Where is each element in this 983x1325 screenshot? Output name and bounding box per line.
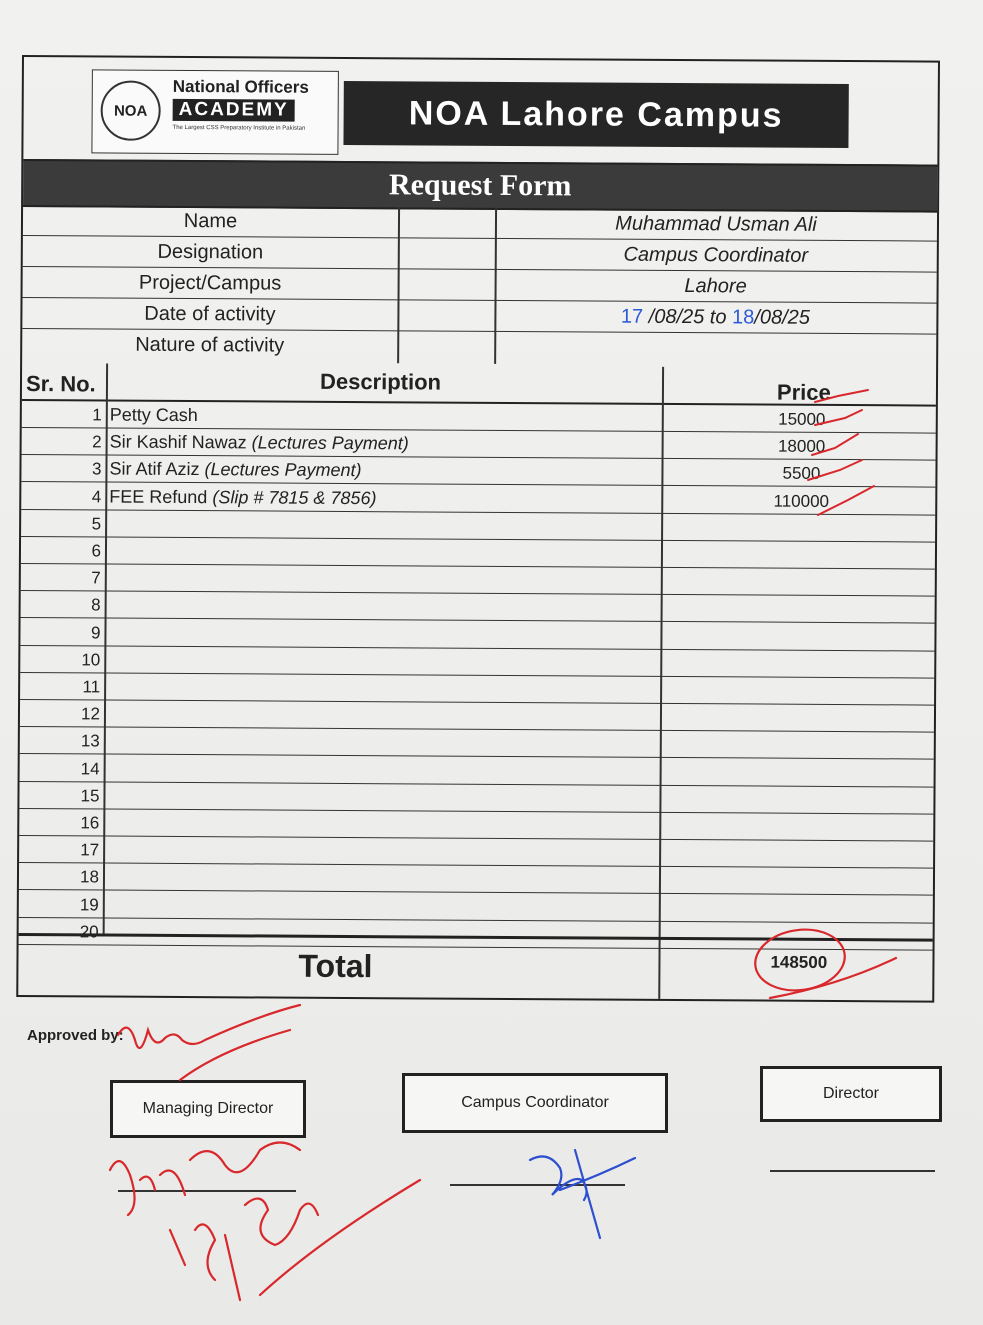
date-from-rest: /08/25 to	[648, 305, 727, 329]
row-sr: 17	[80, 840, 100, 860]
date-to-rest: /08/25	[754, 306, 811, 329]
total-circle	[751, 924, 896, 998]
org-tagline: The Largest CSS Preparatory Institute in Pakistan	[172, 124, 306, 132]
row-sr: 10	[81, 650, 101, 670]
row-price: 5500	[782, 464, 821, 484]
row-sr: 18	[79, 867, 100, 887]
row-description-note: (Slip # 7815 & 7856)	[212, 486, 377, 508]
org-name: National Officers	[172, 76, 309, 97]
date-stroke	[260, 1180, 420, 1295]
row-sr: 8	[91, 595, 101, 615]
price-tick-marks	[808, 390, 874, 515]
md-red-signature	[110, 1005, 420, 1300]
approved-by-label: Approved by:	[27, 1027, 124, 1044]
date-to-day: 18	[732, 306, 755, 329]
campus-title: NOA Lahore Campus	[343, 81, 848, 148]
handwritten-date	[170, 1199, 318, 1300]
tick-mark	[812, 434, 858, 455]
org-academy: ACADEMY	[173, 99, 295, 122]
row-description-main: FEE Refund	[109, 486, 208, 507]
md-signature	[110, 1143, 300, 1216]
value-project: Lahore	[684, 275, 747, 298]
managing-director-label: Managing Director	[142, 1100, 274, 1117]
row-price: 110000	[773, 491, 830, 511]
director-label: Director	[822, 1085, 879, 1102]
row-sr: 4	[91, 487, 102, 507]
row-description-note: (Lectures Payment)	[251, 432, 409, 454]
tick-mark	[815, 410, 862, 425]
row-sr: 19	[79, 894, 99, 915]
row-sr: 20	[79, 922, 99, 942]
tick-mark	[815, 390, 868, 402]
row-sr: 6	[91, 541, 102, 561]
row-sr: 9	[90, 623, 101, 643]
row-sr: 13	[80, 731, 100, 751]
tick-mark	[808, 460, 862, 480]
row-sr: 5	[91, 514, 102, 534]
total-label: Total	[298, 947, 373, 985]
row-description-note: (Lectures Payment)	[204, 459, 362, 481]
row-sr: 11	[82, 677, 101, 697]
row-description-main: Petty Cash	[109, 404, 198, 426]
label-name: Name	[183, 209, 238, 233]
cc-blue-signature	[530, 1150, 635, 1238]
total-circle-ellipse	[751, 924, 848, 996]
label-nature: Nature of activity	[135, 333, 285, 357]
total-value: 148500	[770, 952, 828, 972]
col-sr: Sr. No.	[25, 371, 96, 397]
col-description: Description	[319, 368, 442, 395]
coordinator-signature	[530, 1150, 635, 1238]
row-description-main: Sir Atif Aziz	[109, 458, 200, 480]
row-sr: 1	[92, 405, 102, 425]
row-sr: 16	[80, 813, 100, 833]
row-sr: 2	[92, 432, 102, 452]
form-title: Request Form	[23, 159, 937, 213]
label-project: Project/Campus	[138, 271, 282, 295]
date-from-day: 17	[620, 305, 644, 328]
col-price: Price	[776, 379, 831, 405]
seal-text: NOA	[113, 102, 148, 120]
row-sr: 12	[80, 704, 101, 724]
row-sr: 3	[91, 459, 102, 479]
row-price: 18000	[777, 436, 826, 457]
row-price: 15000	[778, 409, 826, 429]
campus-coordinator-label: Campus Coordinator	[461, 1094, 609, 1111]
row-sr: 7	[91, 568, 101, 588]
label-date: Date of activity	[144, 302, 276, 326]
row-description-main: Sir Kashif Nawaz	[109, 431, 247, 453]
approval-stroke	[180, 1030, 290, 1080]
row-sr: 15	[80, 786, 100, 806]
tick-mark	[818, 486, 874, 515]
row-sr: 14	[80, 758, 100, 779]
approval-signature	[118, 1005, 300, 1048]
label-designation: Designation	[157, 240, 264, 264]
value-name: Muhammad Usman Ali	[615, 212, 817, 236]
value-designation: Campus Coordinator	[623, 243, 809, 267]
